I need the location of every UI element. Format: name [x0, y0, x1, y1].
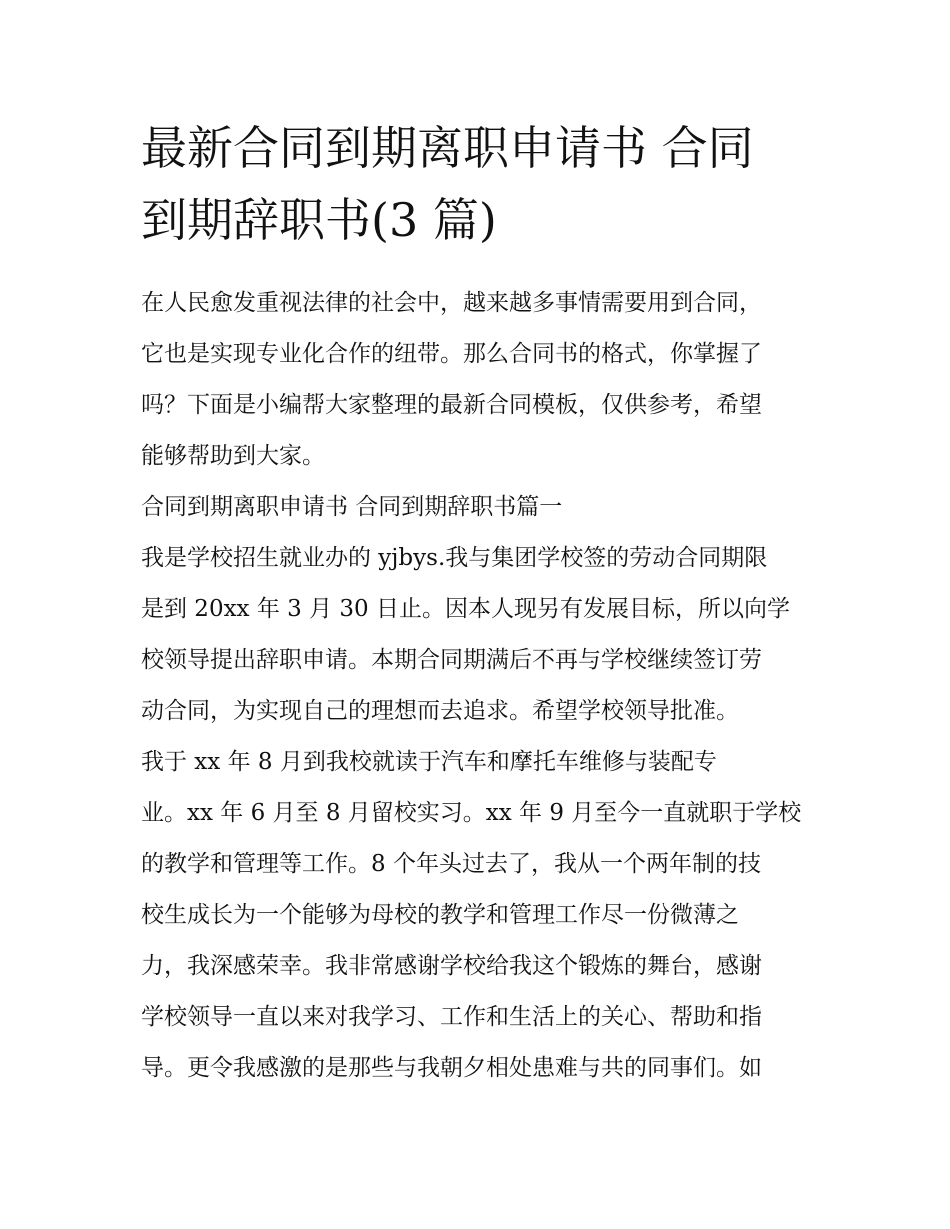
title-line-1: 最新合同到期离职申请书 合同 — [141, 121, 754, 175]
paragraph-line-8: 校生成长为一个能够为母校的教学和管理工作尽一份微薄之 — [141, 902, 739, 928]
paragraph-line-1: 我是学校招生就业办的 yjbys.我与集团学校签的劳动合同期限 — [141, 545, 768, 571]
paragraph-line-6: 业。xx 年 6 月至 8 月留校实习。xx 年 9 月至今一直就职于学校 — [141, 800, 802, 826]
paragraph-line-3: 校领导提出辞职申请。本期合同期满后不再与学校继续签订劳 — [141, 647, 762, 673]
document-body — [141, 278, 813, 1094]
intro-line-3: 吗？下面是小编帮大家整理的最新合同模板，仅供参考，希望 — [141, 392, 762, 418]
paragraph-line-11: 导。更令我感激的是那些与我朝夕相处患难与共的同事们。如 — [141, 1055, 762, 1081]
intro-line-1: 在人民愈发重视法律的社会中，越来越多事情需要用到合同， — [141, 290, 762, 316]
intro-line-4: 能够帮助到大家。 — [141, 443, 325, 469]
paragraph-line-5: 我于 xx 年 8 月到我校就读于汽车和摩托车维修与装配专 — [141, 749, 717, 775]
title-line-2: 到期辞职书(3 篇) — [141, 193, 497, 247]
paragraph-line-2: 是到 20xx 年 3 月 30 日止。因本人现另有发展目标，所以向学 — [141, 596, 790, 622]
document-title — [141, 112, 813, 256]
section-heading: 合同到期离职申请书 合同到期辞职书篇一 — [141, 494, 563, 520]
paragraph-line-10: 学校领导一直以来对我学习、工作和生活上的关心、帮助和指 — [141, 1004, 762, 1030]
paragraph-line-4: 动合同，为实现自己的理想而去追求。希望学校领导批准。 — [141, 698, 739, 724]
paragraph-line-7: 的教学和管理等工作。8 个年头过去了，我从一个两年制的技 — [141, 851, 761, 877]
document-content — [141, 112, 813, 1094]
intro-line-2: 它也是实现专业化合作的纽带。那么合同书的格式，你掌握了 — [141, 341, 762, 367]
paragraph-line-9: 力，我深感荣幸。我非常感谢学校给我这个锻炼的舞台，感谢 — [141, 953, 762, 979]
title-spacing — [141, 256, 813, 278]
